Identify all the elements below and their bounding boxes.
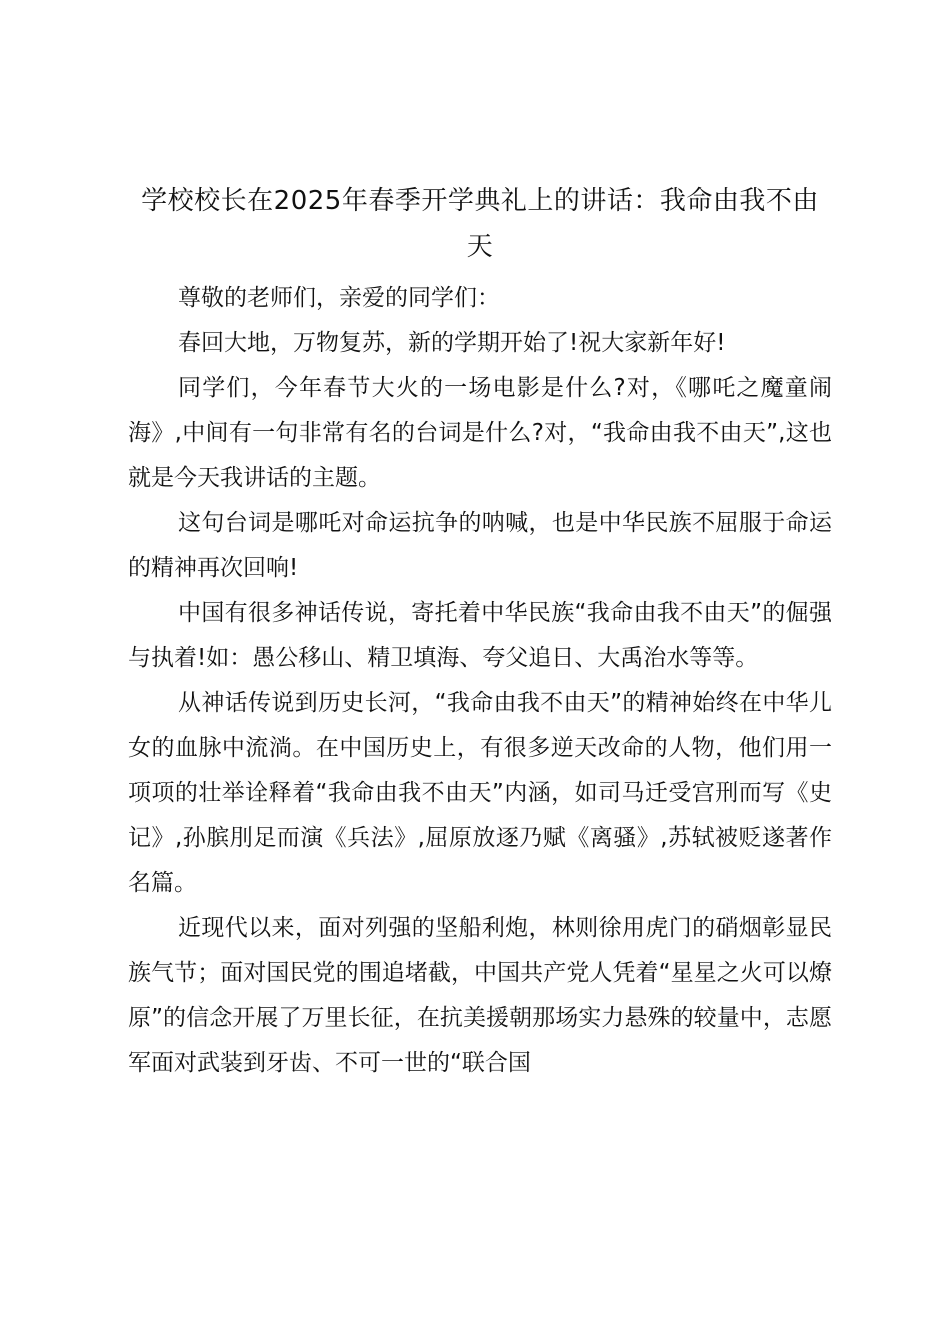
document-title: 学校校长在2025年春季开学典礼上的讲话：我命由我不由天: [141, 186, 819, 262]
paragraph-new-semester: 春回大地，万物复苏，新的学期开始了!祝大家新年好!: [178, 330, 726, 356]
paragraph-movie: 同学们，今年春节大火的一场电影是什么?对，《哪吒之魔童闹海》,中间有一句非常有名的台词是什么?对，“我命由我不由天”,这也就是今天我讲话的主题。: [128, 375, 832, 491]
paragraph-line-meaning: 这句台词是哪吒对命运抗争的呐喊，也是中华民族不屈服于命运的精神再次回响!: [128, 510, 832, 581]
document-body: [128, 276, 832, 1086]
paragraph-modern: 近现代以来，面对列强的坚船利炮，林则徐用虎门的硝烟彰显民族气节；面对国民党的围追堵截，中国共产党人凭着“星星之火可以燎原”的信念开展了万里长征，在抗美援朝那场实力悬殊的较量中，志愿军面对武装到牙齿、不可一世的“联合国: [128, 915, 832, 1076]
paragraph-myths: 中国有很多神话传说，寄托着中华民族“我命由我不由天”的倔强与执着!如：愚公移山、精卫填海、夸父追日、大禹治水等等。: [128, 600, 832, 671]
paragraph-greeting: 尊敬的老师们，亲爱的同学们：: [178, 285, 500, 311]
paragraph-history: 从神话传说到历史长河，“我命由我不由天”的精神始终在中华儿女的血脉中流淌。在中国历史上，有很多逆天改命的人物，他们用一项项的壮举诠释着“我命由我不由天”内涵，如司马迁受宫刑而写《史记》,孙膑刖足而演《兵法》,屈原放逐乃赋《离骚》,苏轼被贬遂著作名篇。: [128, 690, 832, 896]
